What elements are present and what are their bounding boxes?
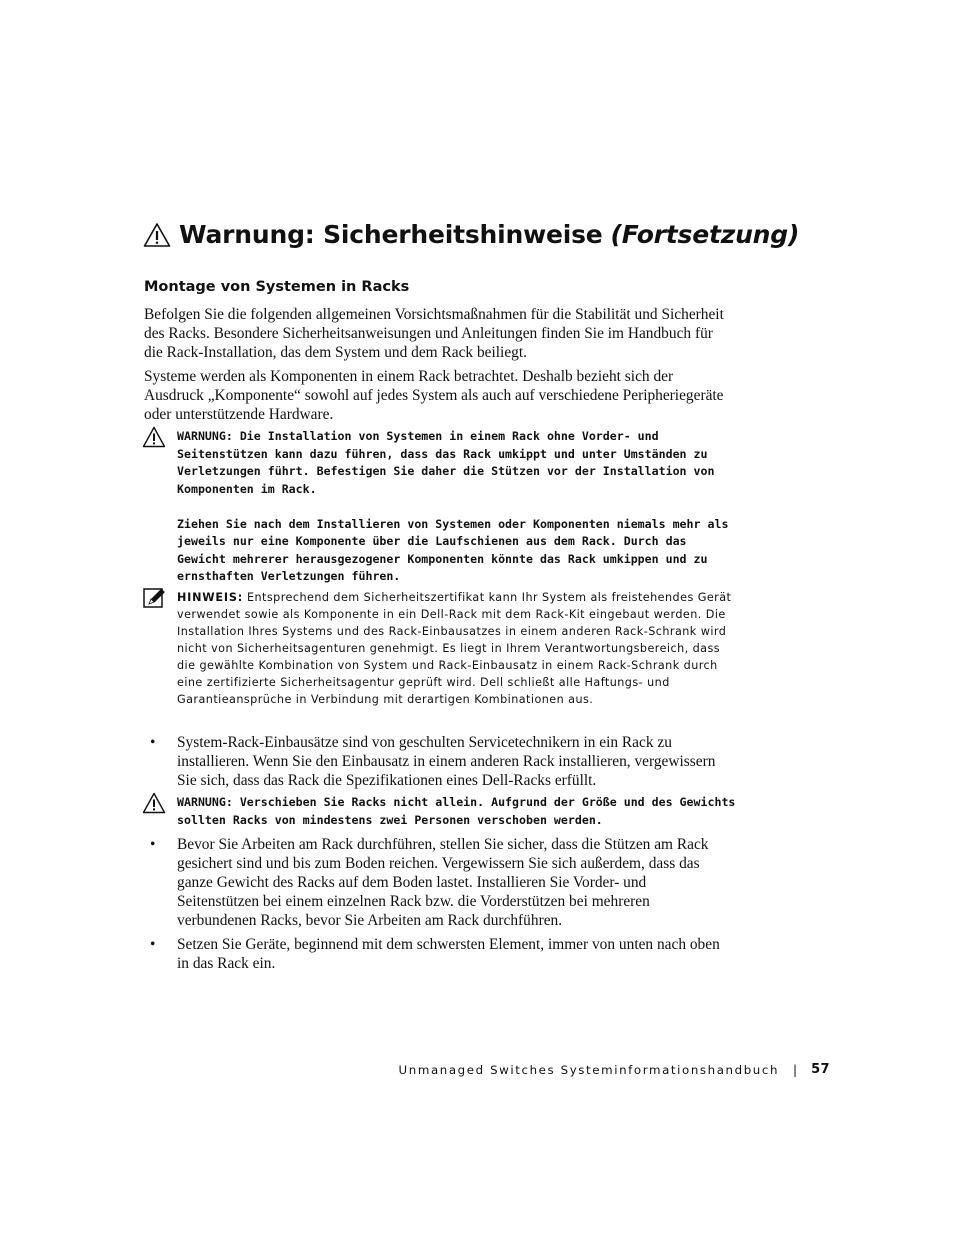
warning-triangle-icon [142,792,166,814]
warning-rack-supports [142,428,742,586]
note-text: Entsprechend dem Sicherheitszertifikat kann Ihr System als freistehendes Gerät verwendet sowie als Komponente in ein Dell-Rack mit dem Rack-Kit eingebaut werden. Die Installation Ihres Systems und des Rack-Einbausatzes in einem anderen Rack-Schrank wird nicht von Sicherheitsagenturen genehmigt. Es liegt in Ihrem Verantwortungsbereich, dass die gewählte Kombination von System und Rack-Einbausatz in einem Rack-Schrank durch eine zertifizierte Sicherheitsagentur geprüft wird. Dell schließt alle Haftungs- und Garantieansprüche in Verbindung mit derartigen Kombinationen aus. [177,591,732,706]
page-footer [399,1062,830,1077]
bullet-marker: • [150,836,156,853]
page-title-text: Warnung: Sicherheitshinweise [179,220,603,249]
note-label: HINWEIS: [177,591,243,604]
note-pencil-icon [142,587,166,609]
page-title-continuation: (Fortsetzung) [610,220,800,249]
warning-text: WARNUNG: Verschieben Sie Racks nicht allein. Aufgrund der Größe und des Gewichts sollten Racks von mindestens zwei Personen verschoben werden. [177,795,736,827]
intro-paragraph: Befolgen Sie die folgenden allgemeinen Vorsichtsmaßnahmen für die Stabilität und Sicherheit des Racks. Besondere Sicherheitsanweisungen und Anleitungen finden Sie im Handbuch für die Rack-Installation, das dem System und dem Rack beiliegt. [144,306,724,361]
warning-move-racks [142,794,742,829]
list-item-text: System-Rack-Einbausätze sind von geschulten Servicetechnikern in ein Rack zu installieren. Wenn Sie den Einbausatz in einem anderen Rack installieren, vergewissern Sie sich, dass das Rack die Spezifikationen eines Dell-Racks erfüllt. [177,734,716,789]
list-item [150,835,730,930]
warning-text: WARNUNG: Die Installation von Systemen in einem Rack ohne Vorder- und Seitenstützen kann dazu führen, dass das Rack umkippt und unter Umständen zu Verletzungen führt. Befestigen Sie daher die Stützen vor der Installation von Komponenten im Rack. [177,429,715,496]
page-title [143,220,799,249]
bullet-marker: • [150,936,156,953]
warning-text-continued: Ziehen Sie nach dem Installieren von Systemen oder Komponenten niemals mehr als jeweils nur eine Komponente über die Laufschienen aus dem Rack. Durch das Gewicht mehrerer herausgezogener Komponenten könnte das Rack umkippen und zu ernsthaften Verletzungen führen. [177,516,729,583]
list-item-text: Setzen Sie Geräte, beginnend mit dem schwersten Element, immer von unten nach oben in das Rack ein. [177,936,720,972]
component-paragraph: Systeme werden als Komponenten in einem Rack betrachtet. Deshalb bezieht sich der Ausdruck „Komponente“ sowohl auf jedes System als auch auf verschiedene Peripheriegeräte oder unterstützende Hardware. [144,368,724,423]
warning-triangle-icon [143,222,171,248]
note-certification [142,589,742,708]
footer-book-title: Unmanaged Switches Systeminformationshandbuch [398,1062,780,1077]
warning-triangle-icon [142,426,166,448]
bullet-marker: • [150,734,156,751]
section-heading: Montage von Systemen in Racks [144,279,410,295]
page-number: 57 [811,1062,830,1077]
footer-separator: | [793,1062,798,1077]
list-item [150,935,730,973]
list-item [150,733,730,790]
list-item-text: Bevor Sie Arbeiten am Rack durchführen, stellen Sie sicher, dass die Stützen am Rack gesichert sind und bis zum Boden reichen. Vergewissern Sie sich außerdem, dass das ganze Gewicht des Racks auf dem Boden lastet. Installieren Sie Vorder- und Seitenstützen bei einem einzelnen Rack bzw. die Vorderstützen bei mehreren verbundenen Racks, bevor Sie Arbeiten am Rack durchführen. [177,836,709,929]
